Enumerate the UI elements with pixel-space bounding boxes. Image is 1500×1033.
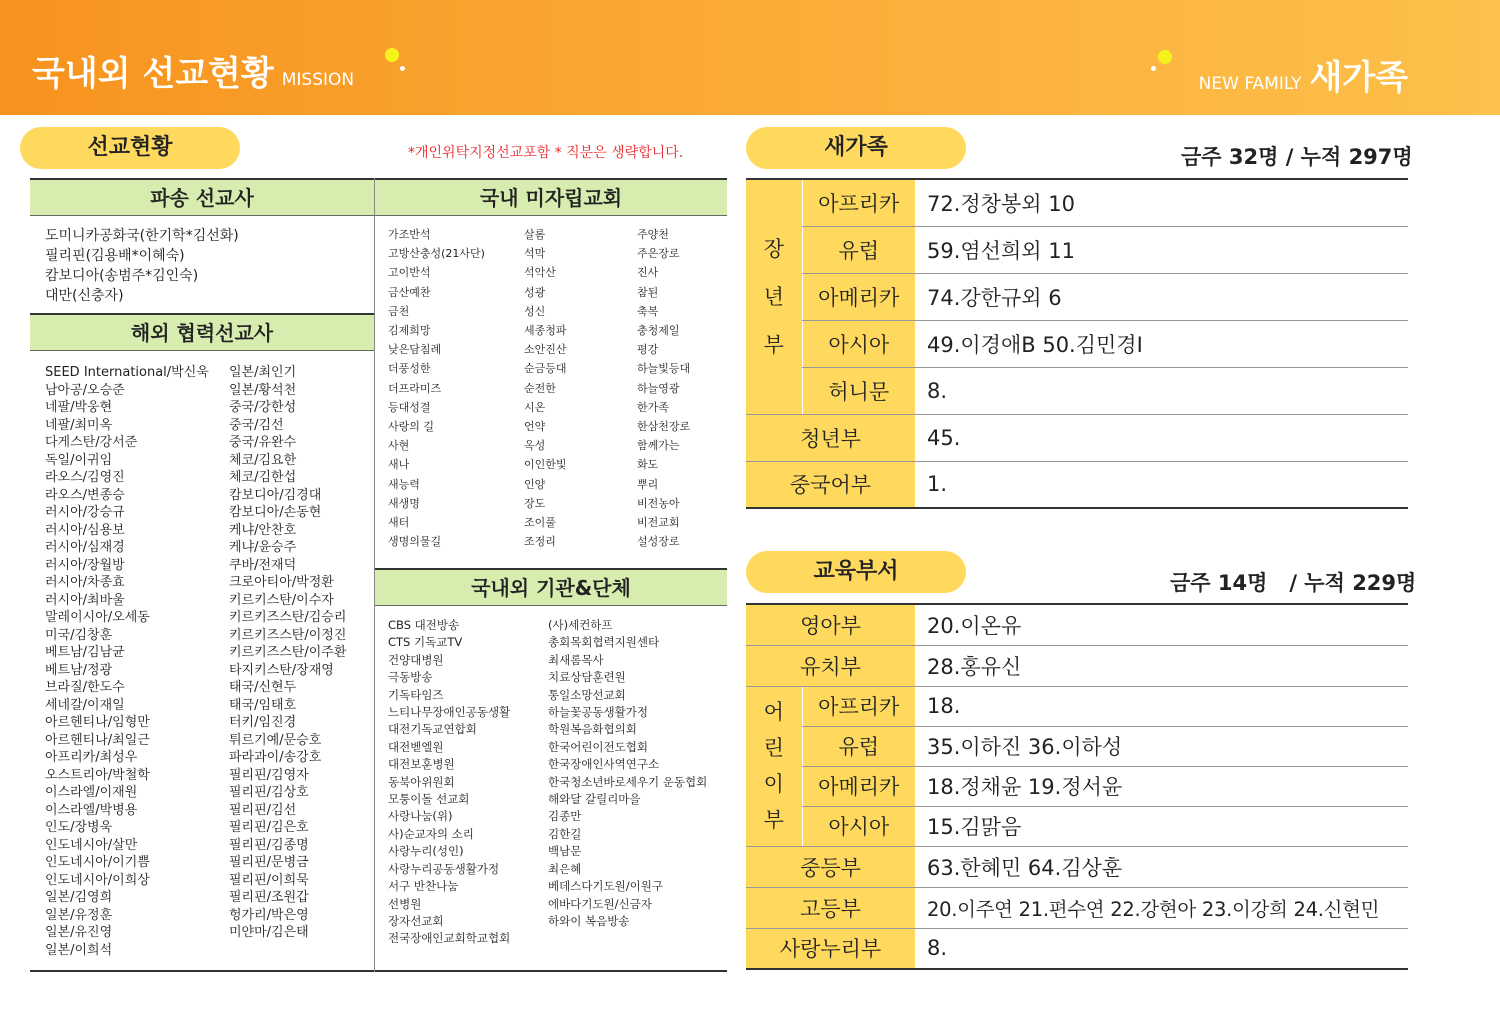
dot-icon (1158, 50, 1172, 64)
list-item: 소안진산 (524, 343, 567, 357)
list-item: 일본/유진영 (45, 925, 113, 940)
row-label: 영아부 (746, 604, 915, 645)
list-item: 살롬 (524, 228, 546, 241)
row-value: 20.이주연 21.편수연 22.강현아 23.이강희 24.신현민 (915, 887, 1408, 928)
list-item: 비전교회 (637, 516, 680, 530)
list-item: 순금등대 (524, 362, 567, 376)
row-value: 45. (915, 414, 1408, 461)
row-value: 18. (915, 686, 1408, 726)
list-item: 옥성 (524, 439, 546, 453)
list-item: 등대성결 (388, 400, 431, 414)
list-item: 세종청파 (524, 324, 567, 338)
list-item: 베트남/김남균 (45, 645, 125, 660)
row-value: 63.한혜민 64.김상훈 (915, 846, 1408, 887)
list-item: 기독타임즈 (388, 687, 444, 702)
mission-title (32, 46, 354, 95)
row-label: 중등부 (746, 846, 915, 887)
list-item: 새터 (388, 516, 410, 530)
row-label: 아메리카 (802, 273, 915, 320)
list-item: 이스라엘/이재원 (45, 785, 138, 800)
list-item: 성광 (524, 285, 546, 299)
list-item: 사랑누리(성인) (388, 844, 464, 859)
list-item: 이스라엘/박병용 (45, 802, 138, 818)
list-item: 브라질/한도수 (45, 680, 125, 695)
list-item: 새생명 (388, 496, 420, 510)
row-value: 20.이온유 (915, 604, 1408, 645)
dot-icon (385, 48, 399, 62)
list-item: 한삼천장로 (637, 420, 691, 434)
list-item: 석악산 (524, 266, 556, 280)
row-label: 아시아 (802, 320, 915, 367)
list-item: 선병원 (388, 896, 422, 911)
list-item: 캄보디아/손동현 (229, 505, 322, 520)
list-item: 비전농아 (637, 496, 680, 510)
list-item: 남아공/오승준 (45, 382, 125, 398)
list-item: 전국장애인교회학교협회 (388, 931, 511, 946)
list-item: 최은혜 (548, 861, 582, 876)
list-item: 가조반석 (388, 228, 431, 241)
list-item: 뿌리 (637, 477, 659, 491)
org-list-col1 (388, 617, 510, 948)
list-item: 러시아/차종효 (45, 575, 125, 590)
list-item: 쿠바/전재덕 (229, 557, 297, 573)
list-item: 미얀마/김은태 (229, 925, 309, 940)
domestic-list-col3 (637, 225, 690, 551)
list-item: 성신 (524, 304, 546, 318)
newfamily-table (746, 178, 1408, 509)
list-item: 김종만 (548, 809, 582, 824)
row-label: 아프리카 (802, 686, 915, 726)
list-item: 필리핀/김은호 (229, 820, 309, 835)
list-item: 필리핀/김상호 (229, 785, 309, 800)
list-item: 느티나무장애인공동생활 (388, 705, 511, 720)
list-item: 케냐/윤승주 (229, 540, 297, 555)
domestic-header: 국내 미자립교회 (375, 180, 727, 216)
domestic-list-col2 (524, 225, 567, 551)
list-item: 체코/김한섭 (229, 470, 297, 485)
list-item: 캄보디아(송범주*김인숙) (45, 268, 199, 284)
list-item: 인양 (524, 477, 546, 491)
list-item: 러시아/심용보 (45, 522, 125, 538)
list-item: 러시아/강승규 (45, 505, 125, 520)
header-banner (0, 0, 1500, 115)
newfamily-title-text: 새가족 (1309, 58, 1408, 98)
overseas-header: 해외 협력선교사 (30, 313, 374, 351)
list-item: 대만(신충자) (45, 288, 124, 304)
list-item: 평강 (637, 343, 659, 357)
list-item: 필리핀/김종명 (229, 837, 309, 853)
list-item: 한국청소년바로세우기 운동협회 (548, 774, 708, 789)
list-item: 아프리카/최성우 (45, 750, 138, 765)
list-item: 사현 (388, 439, 410, 453)
list-item: 다게스탄/강서준 (45, 435, 138, 450)
group-char: 부 (763, 808, 784, 832)
list-item: 키르키즈스탄/김승리 (229, 610, 347, 625)
list-item: 일본/황석천 (229, 382, 297, 398)
row-value: 74.강한규외 6 (915, 273, 1408, 320)
list-item: 언약 (524, 420, 546, 434)
list-item: 조정리 (524, 535, 556, 549)
list-item: (사)세컨하프 (548, 618, 613, 632)
list-item: 진사 (637, 266, 659, 280)
list-item: CBS 대전방송 (388, 618, 460, 632)
group-jangnyeon (746, 179, 802, 414)
list-item: 치료상담훈련원 (548, 670, 626, 685)
list-item: 오스트리아/박철학 (45, 767, 150, 783)
row-label: 아프리카 (802, 179, 915, 226)
group-char: 부 (763, 332, 784, 357)
row-value: 72.정창봉외 10 (915, 179, 1408, 226)
list-item: 사랑의 길 (388, 420, 435, 434)
list-item: 아르헨티나/임형만 (45, 715, 150, 730)
list-item: 키르키스탄/이수자 (229, 592, 334, 608)
list-item: 인도네시아/이희상 (45, 872, 150, 888)
list-item: 미국/김창훈 (45, 627, 113, 643)
group-char: 년 (763, 284, 784, 309)
list-item: 키르키즈스탄/이정진 (229, 627, 347, 643)
list-item: 러시아/장월방 (45, 557, 125, 573)
list-item: 에바다기도원/신금자 (548, 896, 652, 911)
newfamily-subtitle: NEW FAMILY (1198, 74, 1302, 94)
list-item: 최새롬목사 (548, 652, 604, 667)
list-item: 일본/김영희 (45, 890, 113, 905)
mission-note: *개인위탁지정선교포함 * 직분은 생략합니다. (408, 145, 684, 161)
list-item: 모퉁이돌 선교회 (388, 792, 470, 807)
list-item: 순전한 (524, 381, 556, 395)
list-item: 필리핀/김영자 (229, 767, 309, 783)
list-item: 캄보디아/김경대 (229, 487, 322, 503)
list-item: 고방산충성(21사단) (388, 247, 485, 261)
dispatch-list (45, 226, 239, 306)
list-item: 새나 (388, 458, 410, 472)
list-item: 중국/강한성 (229, 400, 297, 415)
mission-pill: 선교현황 (20, 127, 240, 169)
list-item: 설성장로 (637, 535, 680, 549)
newfamily-pill: 새가족 (746, 127, 966, 169)
list-item: 금천 (388, 304, 410, 318)
education-table (746, 603, 1408, 970)
row-value: 18.정채윤 19.정서윤 (915, 766, 1408, 806)
list-item: 베트남/정광 (45, 662, 113, 678)
list-item: 일본/유정훈 (45, 907, 113, 923)
list-item: 베데스다기도원/이원구 (548, 879, 663, 894)
list-item: 태국/신현두 (229, 680, 297, 695)
list-item: 독일/이귀임 (45, 452, 113, 468)
dot-icon (400, 66, 405, 71)
list-item: 대전기독교연합회 (388, 722, 477, 737)
list-item: 하늘영광 (637, 381, 680, 395)
row-value: 8. (915, 367, 1408, 414)
list-item: 타지키스탄/장재영 (229, 662, 334, 678)
dispatch-header: 파송 선교사 (30, 180, 374, 216)
list-item: 키르키즈스탄/이주환 (229, 645, 347, 660)
row-value: 8. (915, 928, 1408, 969)
row-label: 아메리카 (802, 766, 915, 806)
list-item: 백남문 (548, 844, 582, 859)
row-label: 아시아 (802, 806, 915, 846)
row-label: 유럽 (802, 726, 915, 766)
group-char: 린 (763, 736, 784, 760)
list-item: 하늘꽃공동생활가정 (548, 705, 648, 720)
list-item: 중국/김선 (229, 417, 284, 433)
list-item: 새능력 (388, 477, 420, 491)
row-label: 중국어부 (746, 461, 915, 508)
list-item: 이인한빛 (524, 458, 567, 472)
education-pill: 교육부서 (746, 551, 966, 593)
row-label: 허니문 (802, 367, 915, 414)
list-item: 필리핀/문병금 (229, 855, 309, 870)
row-value: 35.이하진 36.이하성 (915, 726, 1408, 766)
list-item: 터키/임진경 (229, 715, 297, 730)
list-item: 사랑누리공동생활가정 (388, 861, 500, 876)
list-item: 필리핀/김선 (229, 802, 297, 818)
row-label: 유치부 (746, 645, 915, 686)
list-item: 네팔/최미옥 (45, 417, 113, 433)
list-item: 시온 (524, 400, 546, 414)
mission-subtitle: MISSION (281, 70, 355, 90)
group-char: 장 (763, 236, 784, 261)
list-item: 파라과이/송강호 (229, 750, 322, 765)
row-value: 15.김맑음 (915, 806, 1408, 846)
list-item: 해와달 갈릴리마을 (548, 792, 641, 807)
list-item: 필리핀/조원갑 (229, 890, 309, 905)
list-item: 함께가는 (637, 439, 680, 453)
group-children (746, 686, 802, 846)
org-list-col2 (548, 617, 707, 930)
list-item: 한국어린이전도협회 (548, 739, 648, 754)
list-item: 화도 (637, 458, 659, 472)
list-item: 동북아위원회 (388, 774, 455, 789)
list-item: 튀르기예/문승호 (229, 732, 322, 748)
list-item: 헝가리/박은영 (229, 907, 309, 923)
list-item: 도미니카공화국(한기학*김선화) (45, 228, 239, 244)
list-item: 태국/임태호 (229, 697, 297, 713)
list-item: 더풍성한 (388, 362, 431, 376)
list-item: 서구 반찬나눔 (388, 879, 459, 894)
list-item: 라오스/변종승 (45, 487, 125, 503)
list-item: 축복 (637, 304, 659, 318)
list-item: 하늘빛등대 (637, 362, 691, 376)
list-item: 말레이시아/오세동 (45, 610, 150, 625)
list-item: 사)순교자의 소리 (388, 826, 474, 841)
list-item: 장자선교회 (388, 913, 444, 928)
list-item: 하와이 복음방송 (548, 913, 630, 928)
list-item: 더프라미즈 (388, 381, 442, 395)
list-item: 총회목회협력지원센타 (548, 635, 660, 650)
list-item: 일본/이희석 (45, 942, 113, 958)
group-char: 이 (763, 772, 784, 796)
list-item: 극동방송 (388, 670, 433, 685)
dot-icon (1151, 66, 1156, 71)
group-char: 어 (763, 700, 784, 724)
list-item: 한가족 (637, 400, 669, 414)
mission-title-text: 국내외 선교현황 (32, 54, 274, 94)
list-item: 네팔/박웅현 (45, 400, 113, 415)
domestic-list-col1 (388, 225, 485, 551)
row-label: 사랑누리부 (746, 928, 915, 969)
list-item: 라오스/김영진 (45, 470, 125, 485)
education-summary: 금주 14명 / 누적 229명 (1170, 571, 1417, 595)
row-value: 59.염선희외 11 (915, 226, 1408, 273)
list-item: 금산예찬 (388, 285, 431, 299)
row-label: 고등부 (746, 887, 915, 928)
list-item: 김제희망 (388, 324, 431, 338)
list-item: 인도/장병욱 (45, 820, 113, 835)
newfamily-title (1199, 50, 1408, 99)
org-header: 국내외 기관&단체 (375, 568, 727, 606)
list-item: 주은장로 (637, 247, 680, 261)
list-item: 학원복음화협의회 (548, 722, 637, 737)
list-item: 한국장애인사역연구소 (548, 757, 660, 772)
list-item: 필리핀/이희묵 (229, 872, 309, 888)
list-item: 사랑나눔(위) (388, 809, 453, 824)
list-item: 대전벧엘원 (388, 739, 444, 754)
list-item: 낮은담침례 (388, 343, 442, 357)
list-item: CTS 기독교TV (388, 635, 463, 650)
list-item: 고이반석 (388, 266, 431, 280)
list-item: 주양천 (637, 228, 669, 241)
list-item: 인도네시아/살만 (45, 837, 138, 853)
list-item: 생명의물길 (388, 535, 442, 549)
list-item: SEED International/박신욱 (45, 365, 209, 380)
list-item: 일본/최인기 (229, 365, 297, 380)
list-item: 세네갈/이재일 (45, 697, 125, 713)
row-label: 청년부 (746, 414, 915, 461)
list-item: 참된 (637, 285, 659, 299)
list-item: 크로아티아/박정환 (229, 575, 334, 590)
list-item: 인도네시아/이기쁨 (45, 855, 150, 870)
list-item: 조이풀 (524, 516, 556, 530)
list-item: 러시아/심재경 (45, 540, 125, 555)
row-value: 1. (915, 461, 1408, 508)
overseas-list-col2 (229, 364, 346, 942)
list-item: 충청제일 (637, 324, 680, 338)
list-item: 건양대병원 (388, 652, 444, 667)
list-item: 체코/김요한 (229, 452, 297, 468)
list-item: 장도 (524, 496, 546, 510)
list-item: 석막 (524, 247, 546, 261)
list-item: 통일소망선교회 (548, 687, 626, 702)
list-item: 김한길 (548, 826, 582, 841)
row-value: 28.홍유신 (915, 645, 1408, 686)
list-item: 러시아/최바울 (45, 592, 125, 608)
row-label: 유럽 (802, 226, 915, 273)
list-item: 케냐/안찬호 (229, 522, 297, 538)
newfamily-summary: 금주 32명 / 누적 297명 (1181, 145, 1413, 169)
list-item: 대전보훈병원 (388, 757, 455, 772)
list-item: 아르헨티나/최일근 (45, 732, 150, 748)
row-value: 49.이경애B 50.김민경I (915, 320, 1408, 367)
overseas-list-col1 (45, 364, 209, 959)
list-item: 필리핀(김용배*이혜숙) (45, 248, 185, 264)
list-item: 중국/유완수 (229, 435, 297, 450)
